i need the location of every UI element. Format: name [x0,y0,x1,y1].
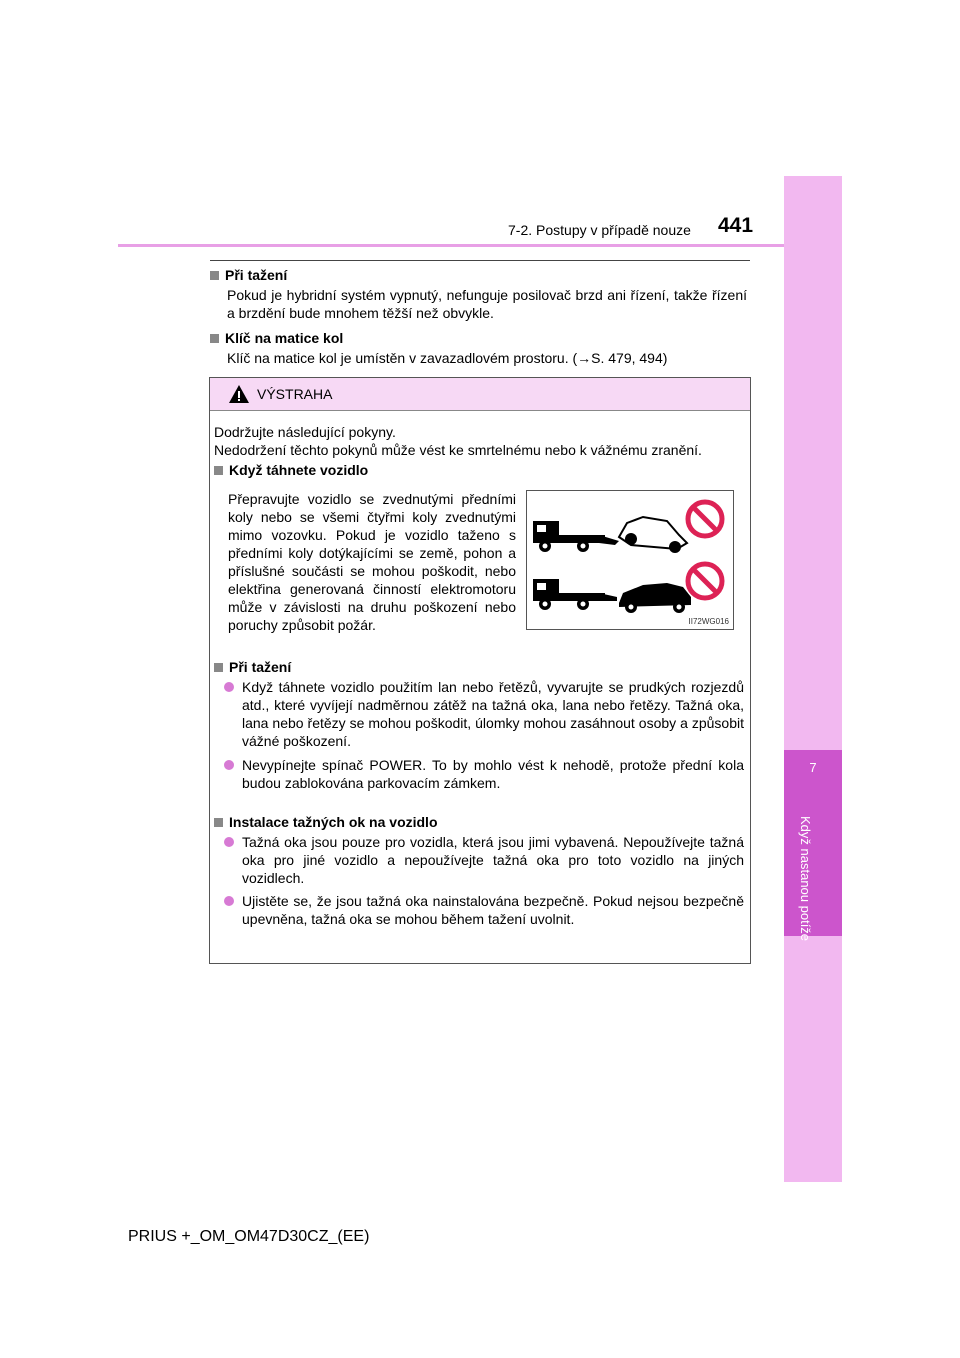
warning-header [210,378,750,411]
chapter-number: 7 [809,760,817,775]
warning-heading-tow: Když táhnete vozidlo [214,462,368,478]
prohibition-icon [688,502,722,536]
tow-truck-front-ground [533,579,691,613]
section-text-towing: Pokud je hybridní systém vypnutý, nefunguje posilovač brzd ani řízení, takže řízení a brzdění bude mnohem těžší než obvykle. [227,287,747,321]
section-heading-wrench: Klíč na matice kol [210,330,343,346]
page-number: 441 [718,214,754,237]
square-bullet-icon [214,466,223,475]
tow-truck-rear-lift [533,517,687,553]
content-rule [210,260,750,261]
bullet-dot-icon [224,837,234,847]
square-bullet-icon [210,271,219,280]
section-text-wrench: Klíč na matice kol je umístěn v zavazadlovém prostoru. (→S. 479, 494) [227,350,668,366]
bullet-dot-icon [224,682,234,692]
list-item: Tažná oka jsou pouze pro vozidla, která jsou jimi vybavená. Nepoužívejte tažná oka pro jiné vozidlo a nepoužívejte tažná oka pro toto vozidlo na jiných vozidlech. [224,833,744,887]
chapter-tab-marker [784,750,842,936]
tow-truck-illustration [527,491,733,629]
list-item: Když táhnete vozidlo použitím lan nebo řetězů, vyvarujte se prudkých rozjezdů atd., které vyvíjejí nadměrnou zátěž na tažná oka, lana nebo řetězy. Tažná oka, lana nebo řetězy se mohou poškodit, úlomky mohou zasáhnout osoby a způsobit vážné poškození. [224,678,744,750]
list-item: Nevypínejte spínač POWER. To by mohlo vést k nehodě, protože přední kola budou zablokována parkovacím zámkem. [224,756,744,792]
chapter-side-tab [784,176,842,1182]
header-section-title: 7-2. Postupy v případě nouze [508,222,691,238]
warning-heading-tow-eyes: Instalace tažných ok na vozidlo [214,814,438,830]
square-bullet-icon [214,818,223,827]
header-rule [118,244,784,247]
section-heading-towing: Při tažení [210,267,287,283]
square-bullet-icon [210,334,219,343]
warning-heading-towing: Při tažení [214,659,291,675]
warning-intro-1: Dodržujte následující pokyny. [214,424,396,440]
square-bullet-icon [214,663,223,672]
list-item: Ujistěte se, že jsou tažná oka nainstalována bezpečně. Pokud nejsou bezpečně upevněna, tažná oka se mohou během tažení uvolnit. [224,892,744,928]
prohibition-icon [688,564,722,598]
illustration-code: II72WG016 [688,617,729,626]
bullet-dot-icon [224,896,234,906]
warning-triangle-icon [228,384,250,404]
towing-illustration [526,490,734,630]
warning-title: VÝSTRAHA [257,386,333,402]
warning-intro-2: Nedodržení těchto pokynů může vést ke smrtelnému nebo k vážnému zranění. [214,442,702,458]
chapter-title: Když nastanou potíže [798,816,813,942]
footer-model-code: PRIUS +_OM_OM47D30CZ_(EE) [128,1228,370,1245]
warning-tow-text: Přepravujte vozidlo se zvednutými předními koly nebo se všemi čtyřmi koly zvednutými mimo vozovku. Pokud je vozidlo taženo s předními koly dotýkajícími se země, pohon a příslušné součásti se mohou poškodit, nebo elektřina generovaná činností elektromotoru může v závislosti na druhu poškození nebo poruchy způsobit požár. [228,491,516,633]
bullet-dot-icon [224,760,234,770]
warning-box [209,377,751,964]
